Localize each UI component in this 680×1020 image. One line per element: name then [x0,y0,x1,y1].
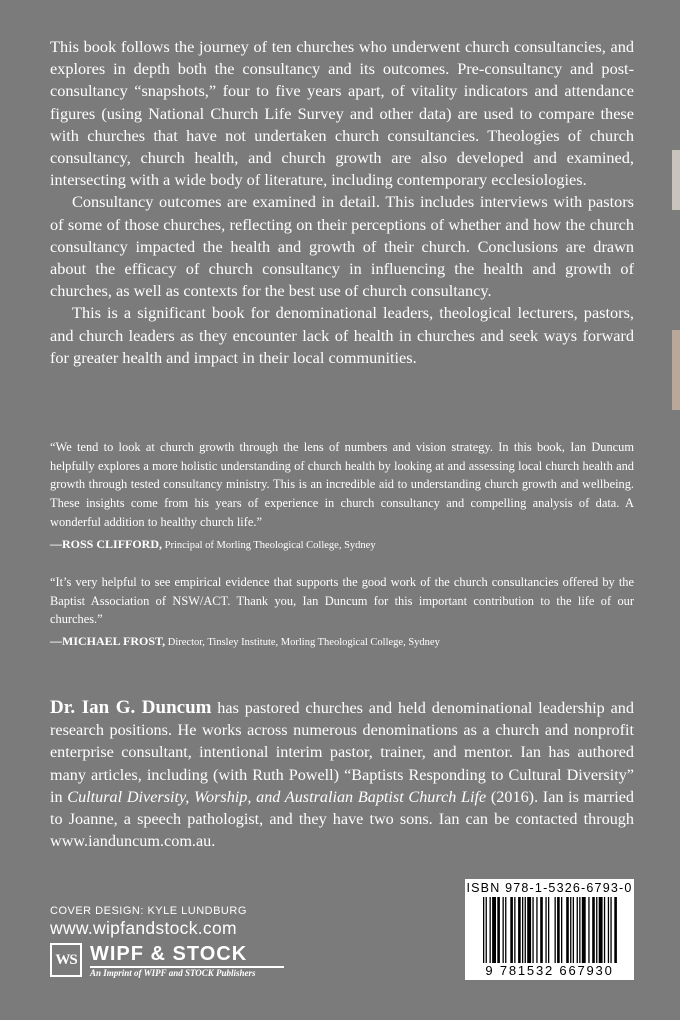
publisher-name: WIPF & STOCK [90,943,248,965]
endorsement-attribution [50,535,634,556]
barcode-bar [492,897,496,963]
barcode-bar [570,897,571,963]
barcode-bar [579,897,580,963]
barcode-bar [483,897,484,963]
barcode-bar [540,897,543,963]
barcode-bar [486,897,487,963]
barcode-bar [566,897,569,963]
bio-text: (2016). Ian is married to Joanne, a speech pathologist, and they have two sons. Ian can be contacted through www.ianduncum.com.au. [50,787,634,851]
publisher-logo-mark: WS [50,943,82,977]
isbn-label: ISBN 978-1-5326-6793-0 [466,881,633,895]
endorser-name: —MICHAEL FROST, [50,634,166,649]
barcode-bar [505,897,506,963]
barcode-bar [599,897,603,963]
barcode-bar [608,897,609,963]
barcode-bar [527,897,531,963]
barcode-bar [592,897,595,963]
spine-edge [672,150,680,210]
barcode-bar [503,897,504,963]
publisher-tagline: An Imprint of WIPF and STOCK Publishers [90,968,256,978]
barcode-bar [497,897,500,963]
endorsement-text: “We tend to look at church growth through the lens of numbers and vision strategy. In this book, Ian Duncum helpfully explores a more holistic understanding of church health by looking at and assessing local church health and growth through tested consultancy ministry. This is an incredible aid to understanding church growth and wellbeing. These insights come from his years of experience in church consultancy and compelling analysis of data. A wonderful addition to healthy church life.” [50,440,634,529]
endorsement-text: “It’s very helpful to see empirical evidence that supports the good work of the church consultancies offered by the Baptist Association of NSW/ACT. Thank you, Ian Duncum for this important contribution to the life of our churches.” [50,575,634,627]
barcode-bar [548,897,549,963]
barcode-bars [483,897,617,963]
barcode-bar [490,897,491,963]
barcode-bar [557,897,560,963]
barcode-bar [588,897,589,963]
endorsement-attribution [50,632,634,653]
barcode-digits: 9 781532 667930 [485,963,614,978]
barcode-bar [510,897,513,963]
isbn-barcode [465,879,634,980]
barcode-bar [610,897,611,963]
barcode-bar [536,897,537,963]
barcode-bar [596,897,597,963]
bio-text: has pastored churches and held denominational leadership and research positions. He works across numerous denominations as a church and nonprofit enterprise consultant, intentional interim pastor, trainer, and mentor. Ian has authored many articles, including (with Ruth Powell) “Baptists Responding to Cultural Diversity” in [50,699,634,806]
barcode-bar [518,897,521,963]
spine-edge [672,330,680,410]
endorsement [50,438,634,555]
endorsement [50,573,634,653]
description-paragraph: This is a significant book for denominational leaders, theological lecturers, pastors, and church leaders as they encounter lack of health in churches and seek ways forward for greater health and impact in their local communities. [50,303,634,367]
barcode-bar [614,897,617,963]
barcode-bar [522,897,523,963]
endorser-name: —ROSS CLIFFORD, [50,536,163,551]
cover-design-credit: COVER DESIGN: KYLE LUNDBURG [50,905,247,917]
endorser-role: Principal of Morling Theological College, Sydney [164,539,376,551]
barcode-bar [561,897,562,963]
description-paragraph: Consultancy outcomes are examined in detail. This includes interviews with pastors of some of those churches, reflecting on their perceptions of whether and how the church consultancy impacted the health and growth of their church. Conclusions are drawn about the efficacy of church consultancy in influencing the health and growth of churches, as well as contexts for the best use of church consultancy. [50,192,634,301]
description-paragraph: This book follows the journey of ten churches who underwent church consultancies, and explores in depth both the consultancy and its outcomes. Pre-consultancy and post-consultancy “snapshots,” four to five years apart, of vitality indicators and attendance figures (using National Church Life Survey and other data) are used to compare these with churches that have not undertaken church consultancies. Theologies of church consultancy, church health, and church growth are also developed and examined, intersecting with a wide body of literature, including contemporary ecclesiologies. [50,37,634,190]
barcode-bar [604,897,605,963]
author-name: Dr. Ian G. Duncum [50,697,212,718]
barcode-bar [582,897,586,963]
barcode-bar [573,897,574,963]
barcode-bar [532,897,533,963]
book-title-citation: Cultural Diversity, Worship, and Australian Baptist Church Life [67,787,487,806]
book-description [50,36,634,369]
publisher-logo [50,943,285,979]
publisher-website[interactable]: www.wipfandstock.com [50,918,237,938]
endorser-role: Director, Tinsley Institute, Morling Theological College, Sydney [167,637,440,649]
barcode-bar [545,897,546,963]
barcode-bar [525,897,526,963]
barcode-bar [555,897,556,963]
barcode-bar [514,897,515,963]
author-bio [50,697,634,852]
barcode-bar [577,897,578,963]
